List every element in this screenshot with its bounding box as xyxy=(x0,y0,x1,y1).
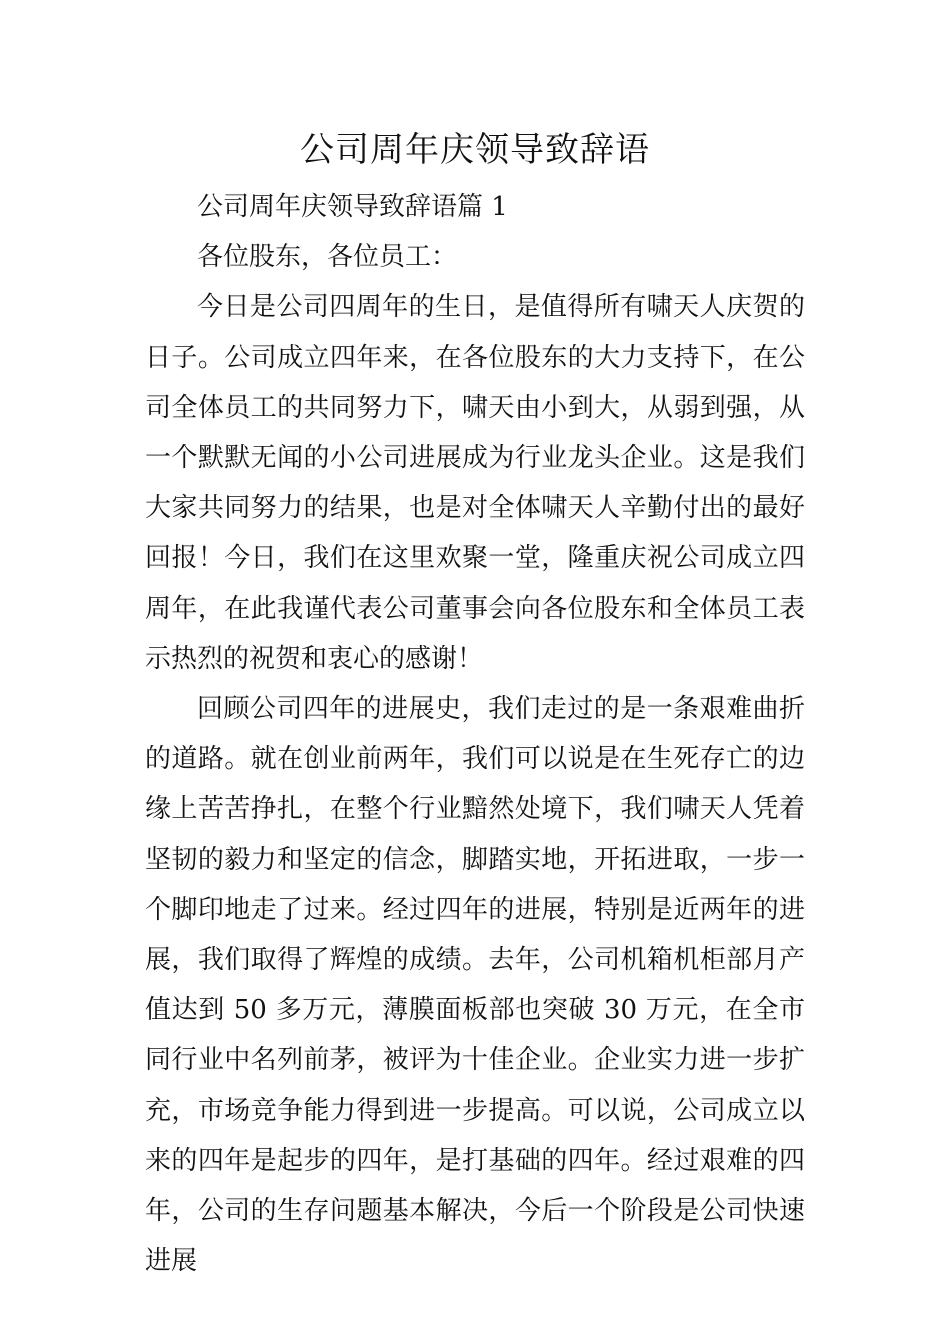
paragraph-1: 今日是公司四周年的生日，是值得所有啸天人庆贺的日子。公司成立四年来，在各位股东的大力支持下，在公司全体员工的共同努力下，啸天由小到大，从弱到强，从一个默默无闻的小公司进展成为行业龙头企业。这是我们大家共同努力的结果，也是对全体啸天人辛勤付出的最好回报！今日，我们在这里欢聚一堂，隆重庆祝公司成立四周年，在此我谨代表公司董事会向各位股东和全体员工表示热烈的祝贺和衷心的感谢！ xyxy=(145,292,805,674)
greeting: 各位股东，各位员工： xyxy=(197,242,458,273)
document-title: 公司周年庆领导致辞语 xyxy=(300,130,650,170)
paragraph-2: 回顾公司四年的进展史，我们走过的是一条艰难曲折的道路。就在创业前两年，我们可以说是在生死存亡的边缘上苦苦挣扎，在整个行业黯然处境下，我们啸天人凭着坚韧的毅力和坚定的信念，脚踏实地，开拓进取，一步一个脚印地走了过来。经过四年的进展，特别是近两年的进展，我们取得了辉煌的成绩。去年，公司机箱机柜部月产值达到 50 多万元，薄膜面板部也突破 30 万元，在全市同行业中名列前茅，被评为十佳企业。企业实力进一步扩充，市场竞争能力得到进一步提高。可以说，公司成立以来的四年是起步的四年，是打基础的四年。经过艰难的四年，公司的生存问题基本解决，今后一个阶段是公司快速进展 xyxy=(145,694,805,1277)
section-heading: 公司周年庆领导致辞语篇 1 xyxy=(197,192,508,222)
